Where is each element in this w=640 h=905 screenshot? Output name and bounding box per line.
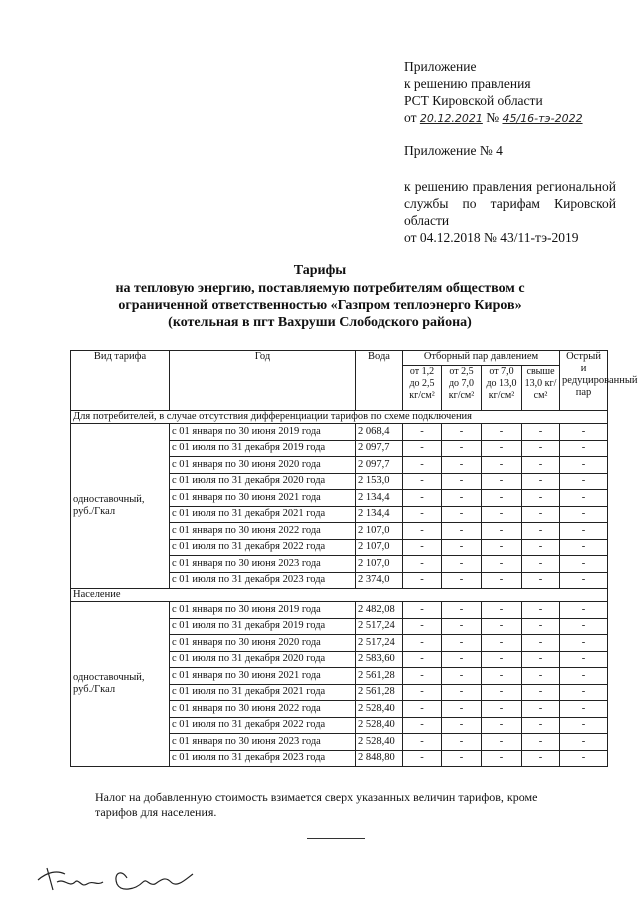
- cell-p2: -: [442, 539, 482, 556]
- header-line1: Приложение: [404, 59, 477, 74]
- cell-p2: -: [442, 668, 482, 685]
- cell-water: 2 517,24: [356, 618, 403, 635]
- cell-p1: -: [403, 635, 442, 652]
- cell-p1: -: [403, 506, 442, 523]
- cell-period: с 01 января по 30 июня 2021 года: [170, 668, 356, 685]
- section-title: Для потребителей, в случае отсутствия дифференциации тарифов по схеме подключения: [71, 411, 608, 424]
- cell-p1: -: [403, 523, 442, 540]
- header-steam: Отборный пар давлением: [403, 351, 560, 366]
- annex-reference: [404, 178, 616, 246]
- cell-p2: -: [442, 457, 482, 474]
- cell-p2: -: [442, 651, 482, 668]
- cell-period: с 01 июля по 31 декабря 2019 года: [170, 618, 356, 635]
- cell-p1: -: [403, 424, 442, 441]
- cell-p3: -: [482, 651, 522, 668]
- header-date-line: [404, 109, 583, 127]
- section-row: [71, 589, 608, 602]
- cell-p3: -: [482, 717, 522, 734]
- title-main: Тарифы: [293, 263, 347, 278]
- cell-p3: -: [482, 539, 522, 556]
- cell-period: с 01 июля по 31 декабря 2020 года: [170, 473, 356, 490]
- cell-p1: -: [403, 651, 442, 668]
- cell-period: с 01 января по 30 июня 2023 года: [170, 556, 356, 573]
- cell-p4: -: [522, 424, 560, 441]
- closing-rule: [307, 838, 365, 839]
- cell-water: 2 134,4: [356, 506, 403, 523]
- cell-water: 2 482,08: [356, 602, 403, 619]
- header-p1: от 1,2 до 2,5 кг/см²: [403, 366, 442, 411]
- cell-p3: -: [482, 684, 522, 701]
- cell-p3: -: [482, 473, 522, 490]
- cell-sharp: -: [560, 602, 608, 619]
- cell-water: 2 097,7: [356, 440, 403, 457]
- cell-p1: -: [403, 473, 442, 490]
- cell-p3: -: [482, 556, 522, 573]
- cell-period: с 01 января по 30 июня 2023 года: [170, 734, 356, 751]
- cell-sharp: -: [560, 668, 608, 685]
- annex-title: Приложение № 4: [404, 143, 503, 158]
- cell-sharp: -: [560, 717, 608, 734]
- cell-p3: -: [482, 506, 522, 523]
- cell-water: 2 153,0: [356, 473, 403, 490]
- cell-p4: -: [522, 750, 560, 767]
- cell-p3: -: [482, 734, 522, 751]
- cell-p1: -: [403, 440, 442, 457]
- cell-water: 2 528,40: [356, 701, 403, 718]
- tariff-body: [71, 411, 608, 767]
- handwritten-date: 20.12.2021: [419, 112, 483, 125]
- cell-p1: -: [403, 618, 442, 635]
- cell-sharp: -: [560, 506, 608, 523]
- cell-sharp: -: [560, 539, 608, 556]
- header-p4: свыше 13,0 кг/см²: [522, 366, 560, 411]
- cell-sharp: -: [560, 750, 608, 767]
- from-prefix: от: [404, 110, 417, 125]
- cell-p4: -: [522, 651, 560, 668]
- cell-sharp: -: [560, 523, 608, 540]
- cell-sharp: -: [560, 734, 608, 751]
- cell-period: с 01 января по 30 июня 2021 года: [170, 490, 356, 507]
- cell-water: 2 107,0: [356, 523, 403, 540]
- cell-p4: -: [522, 684, 560, 701]
- cell-p2: -: [442, 490, 482, 507]
- cell-p2: -: [442, 523, 482, 540]
- cell-sharp: -: [560, 618, 608, 635]
- cell-sharp: -: [560, 651, 608, 668]
- number-prefix: №: [486, 110, 500, 125]
- cell-p4: -: [522, 618, 560, 635]
- section-row: [71, 411, 608, 424]
- cell-p4: -: [522, 734, 560, 751]
- cell-sharp: -: [560, 424, 608, 441]
- header-kind: Вид тарифа: [71, 351, 170, 411]
- cell-p1: -: [403, 556, 442, 573]
- cell-p1: -: [403, 734, 442, 751]
- cell-water: 2 528,40: [356, 734, 403, 751]
- cell-p4: -: [522, 440, 560, 457]
- cell-p1: -: [403, 684, 442, 701]
- cell-sharp: -: [560, 556, 608, 573]
- cell-p2: -: [442, 701, 482, 718]
- tariff-kind: одноставочный, руб./Гкал: [71, 424, 170, 589]
- cell-period: с 01 января по 30 июня 2022 года: [170, 523, 356, 540]
- cell-sharp: -: [560, 684, 608, 701]
- cell-period: с 01 июля по 31 декабря 2019 года: [170, 440, 356, 457]
- cell-p3: -: [482, 490, 522, 507]
- cell-p1: -: [403, 572, 442, 589]
- cell-p2: -: [442, 750, 482, 767]
- cell-p1: -: [403, 750, 442, 767]
- cell-sharp: -: [560, 473, 608, 490]
- cell-p1: -: [403, 717, 442, 734]
- cell-p4: -: [522, 602, 560, 619]
- cell-p3: -: [482, 750, 522, 767]
- cell-sharp: -: [560, 490, 608, 507]
- cell-p4: -: [522, 701, 560, 718]
- cell-period: с 01 июля по 31 декабря 2020 года: [170, 651, 356, 668]
- cell-sharp: -: [560, 701, 608, 718]
- cell-period: с 01 июля по 31 декабря 2022 года: [170, 717, 356, 734]
- document-title: [0, 262, 640, 331]
- cell-water: 2 068,4: [356, 424, 403, 441]
- cell-p1: -: [403, 457, 442, 474]
- cell-p4: -: [522, 490, 560, 507]
- header-sharp-steam: Острый и редуцированный пар: [560, 351, 608, 411]
- header-line2: к решению правления: [404, 76, 531, 91]
- cell-sharp: -: [560, 572, 608, 589]
- cell-p2: -: [442, 556, 482, 573]
- cell-water: 2 528,40: [356, 717, 403, 734]
- header-water: Вода: [356, 351, 403, 411]
- cell-water: 2 583,60: [356, 651, 403, 668]
- cell-p3: -: [482, 701, 522, 718]
- cell-p4: -: [522, 506, 560, 523]
- cell-p1: -: [403, 490, 442, 507]
- cell-period: с 01 января по 30 июня 2020 года: [170, 635, 356, 652]
- cell-p2: -: [442, 717, 482, 734]
- tariff-table: [70, 350, 638, 767]
- vat-footnote: Налог на добавленную стоимость взимается сверх указанных величин тарифов, кроме тарифов для населения.: [95, 790, 538, 819]
- cell-p3: -: [482, 635, 522, 652]
- cell-p2: -: [442, 473, 482, 490]
- table-row: [71, 424, 608, 441]
- cell-water: 2 107,0: [356, 539, 403, 556]
- cell-p4: -: [522, 556, 560, 573]
- cell-p2: -: [442, 424, 482, 441]
- cell-water: 2 517,24: [356, 635, 403, 652]
- header-line3: РСТ Кировской области: [404, 93, 543, 108]
- cell-p1: -: [403, 602, 442, 619]
- cell-p2: -: [442, 440, 482, 457]
- cell-water: 2 134,4: [356, 490, 403, 507]
- cell-p2: -: [442, 618, 482, 635]
- cell-p4: -: [522, 457, 560, 474]
- cell-p2: -: [442, 602, 482, 619]
- tariff-kind: одноставочный, руб./Гкал: [71, 602, 170, 767]
- cell-p3: -: [482, 572, 522, 589]
- cell-period: с 01 января по 30 июня 2022 года: [170, 701, 356, 718]
- cell-p3: -: [482, 618, 522, 635]
- cell-water: 2 097,7: [356, 457, 403, 474]
- reference-date: от 04.12.2018 № 43/11-тэ-2019: [404, 230, 579, 245]
- cell-water: 2 848,80: [356, 750, 403, 767]
- cell-p2: -: [442, 506, 482, 523]
- cell-p4: -: [522, 539, 560, 556]
- header-p2: от 2,5 до 7,0 кг/см²: [442, 366, 482, 411]
- cell-p3: -: [482, 602, 522, 619]
- cell-p4: -: [522, 717, 560, 734]
- header-year: Год: [170, 351, 356, 411]
- cell-p4: -: [522, 523, 560, 540]
- cell-sharp: -: [560, 440, 608, 457]
- section-title: Население: [71, 589, 608, 602]
- cell-sharp: -: [560, 635, 608, 652]
- cell-p3: -: [482, 424, 522, 441]
- cell-p2: -: [442, 572, 482, 589]
- cell-water: 2 561,28: [356, 684, 403, 701]
- cell-period: с 01 июля по 31 декабря 2021 года: [170, 506, 356, 523]
- header-p3: от 7,0 до 13,0 кг/см²: [482, 366, 522, 411]
- cell-p4: -: [522, 668, 560, 685]
- cell-water: 2 107,0: [356, 556, 403, 573]
- cell-water: 2 374,0: [356, 572, 403, 589]
- cell-p2: -: [442, 734, 482, 751]
- cell-p3: -: [482, 457, 522, 474]
- cell-period: с 01 июля по 31 декабря 2023 года: [170, 750, 356, 767]
- cell-period: с 01 января по 30 июня 2019 года: [170, 602, 356, 619]
- cell-p4: -: [522, 635, 560, 652]
- reference-text: к решению правления региональной службы по тарифам Кировской области: [404, 179, 616, 228]
- cell-period: с 01 января по 30 июня 2019 года: [170, 424, 356, 441]
- cell-p1: -: [403, 701, 442, 718]
- cell-p1: -: [403, 539, 442, 556]
- title-sub: на тепловую энергию, поставляемую потребителям обществом с ограниченной ответственностью «Газпром теплоэнерго Киров» (котельная в пгт Вахруши Слободского района): [115, 281, 525, 330]
- cell-water: 2 561,28: [356, 668, 403, 685]
- cell-p4: -: [522, 473, 560, 490]
- cell-period: с 01 июля по 31 декабря 2022 года: [170, 539, 356, 556]
- cell-period: с 01 июля по 31 декабря 2021 года: [170, 684, 356, 701]
- cell-p3: -: [482, 440, 522, 457]
- cell-period: с 01 июля по 31 декабря 2023 года: [170, 572, 356, 589]
- handwritten-number: 45/16-тэ-2022: [502, 112, 583, 125]
- table-row: [71, 602, 608, 619]
- cell-sharp: -: [560, 457, 608, 474]
- cell-p4: -: [522, 572, 560, 589]
- cell-p2: -: [442, 684, 482, 701]
- cell-p3: -: [482, 523, 522, 540]
- cell-p3: -: [482, 668, 522, 685]
- cell-p2: -: [442, 635, 482, 652]
- approval-header: [404, 58, 583, 127]
- cell-p1: -: [403, 668, 442, 685]
- cell-period: с 01 января по 30 июня 2020 года: [170, 457, 356, 474]
- signature-image: [35, 860, 205, 894]
